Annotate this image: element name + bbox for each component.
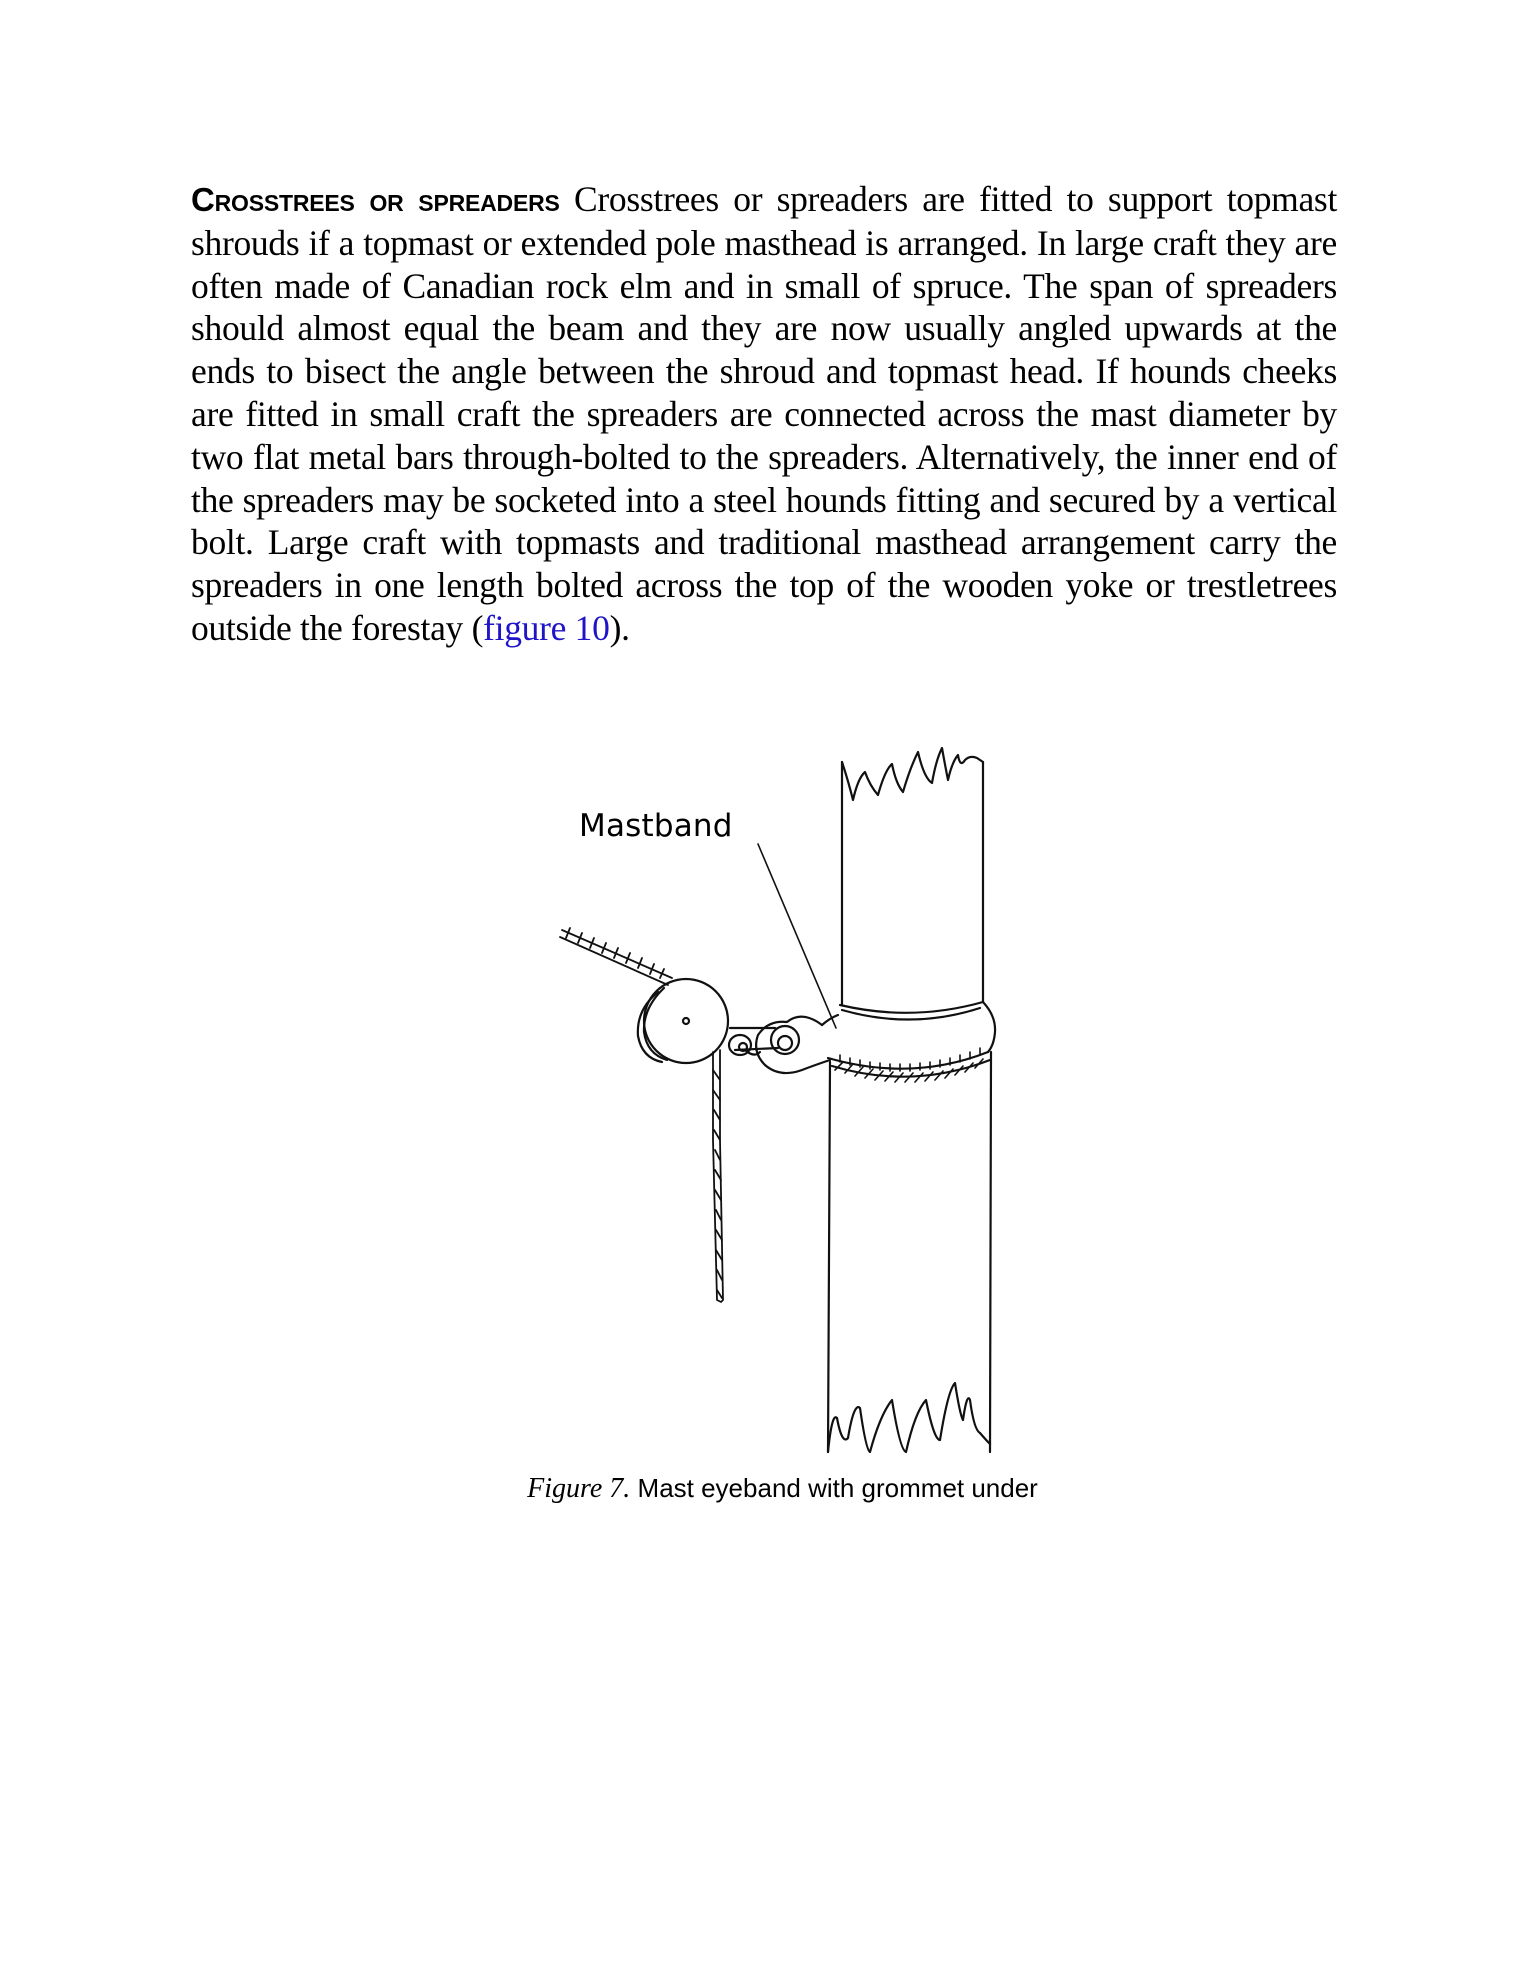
figure-caption-number: Figure 7. [527, 1473, 631, 1504]
figure-label-mastband: Mastband [579, 808, 733, 844]
figure-caption-text: Mast eyeband with grommet under [630, 1473, 1038, 1503]
mast-eyeband-illustration [540, 740, 1040, 1460]
lower-mast-section [828, 1052, 991, 1452]
rope [560, 928, 723, 1302]
section-heading: Crosstrees or spreaders [191, 181, 560, 218]
sheave-block [638, 979, 728, 1063]
figure-mast-eyeband [540, 740, 1040, 1460]
paragraph-text-end: ). [609, 607, 630, 648]
paragraph-text: Crosstrees or spreaders are fitted to support topmast shrouds if a topmast or extended pole masthead is arranged. In large craft they are often made of Canadian rock elm and in small of spruce. The span of spreaders should almost equal the beam and they are now usually angled upwards at the ends to bisect the angle between the shroud and topmast head. If hounds cheeks are fitted in small craft the spreaders are connected across the mast diameter by two flat metal bars through-bolted to the spreaders. Alternatively, the inner end of the spreaders may be socketed into a steel hounds fitting and secured by a vertical bolt. Large craft with topmasts and traditional masthead arrangement carry the spreaders in one length bolted across the top of the wooden yoke or trestletrees outside the forestay ( [191, 179, 1338, 648]
label-leader-line [758, 844, 836, 1028]
figure-caption [0, 1473, 1530, 1505]
figure-10-link[interactable]: figure 10 [483, 607, 610, 648]
mastband-collar [822, 1002, 995, 1077]
upper-mast-section [842, 748, 983, 1005]
paragraph-crosstrees [191, 178, 1337, 650]
eye-lug [756, 1017, 830, 1073]
